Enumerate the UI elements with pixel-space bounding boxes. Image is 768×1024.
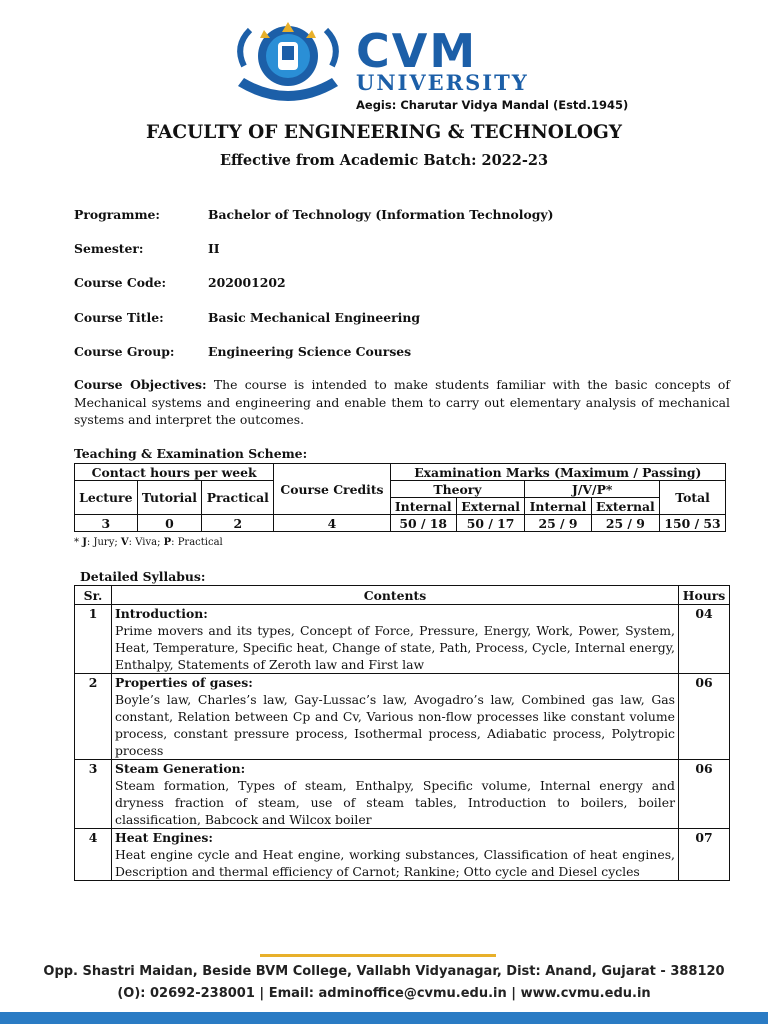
footer-address: Opp. Shastri Maidan, Beside BVM College, Vallabh Vidyanagar, Dist: Anand, Gujarat - 388120 [43, 964, 725, 979]
unit-title: Properties of gases: [115, 675, 253, 690]
info-label: Programme: [74, 207, 161, 222]
footnote-key: V [120, 537, 129, 548]
total-header: Total [660, 481, 726, 515]
aegis-text: Aegis: Charutar Vidya Mandal (Estd.1945) [356, 98, 629, 112]
brand-name: CVM [356, 24, 478, 78]
scheme-title: Teaching & Examination Scheme: [74, 446, 308, 461]
contact-hours-header: Contact hours per week [75, 464, 274, 481]
batch-subtitle: Effective from Academic Batch: 2022-23 [219, 152, 549, 169]
tutorial-value: 0 [137, 515, 202, 532]
total-value: 150 / 53 [660, 515, 726, 532]
exam-marks-header: Examination Marks (Maximum / Passing) [390, 464, 725, 481]
info-course-code [74, 275, 286, 290]
info-label: Course Title: [74, 310, 164, 325]
info-value: Engineering Science Courses [208, 344, 412, 359]
info-label: Course Group: [74, 344, 175, 359]
brand-block [356, 24, 629, 112]
unit-body: Boyle’s law, Charles’s law, Gay-Lussac’s law, Avogadro’s law, Combined gas law, Gas constant, Relation between Cp and Cv, Various non-flow processes like constant volume process, constant pressure process, Isothermal process, Adiabatic process, Polytropic process [115, 692, 675, 758]
unit-sr: 3 [75, 760, 112, 829]
unit-sr: 4 [75, 829, 112, 881]
footnote-text: : Jury; [86, 537, 121, 548]
info-value: Bachelor of Technology (Information Technology) [208, 207, 554, 222]
table-row [75, 829, 730, 881]
unit-title: Heat Engines: [115, 830, 213, 845]
unit-body: Steam formation, Types of steam, Enthalpy, Specific volume, Internal energy and dryness fraction of steam, use of steam tables, Introduction to boilers, boiler classification, Babcock and Wilcox boiler [115, 778, 675, 827]
objectives-text: The course is intended to make students familiar with the basic concepts of Mechanical systems and engineering and enable them to carry out elementary analysis of mechanical systems and interpret the outcomes. [74, 377, 730, 427]
theory-internal-header: Internal [390, 498, 456, 515]
unit-content [112, 674, 679, 760]
tutorial-header: Tutorial [137, 481, 202, 515]
footnote-key: J [82, 537, 87, 548]
jvp-internal-value: 25 / 9 [525, 515, 591, 532]
jvp-internal-header: Internal [525, 498, 591, 515]
course-objectives [74, 376, 730, 429]
jvp-external-value: 25 / 9 [591, 515, 659, 532]
unit-body: Heat engine cycle and Heat engine, working substances, Classification of heat engines, Description and thermal efficiency of Carnot; Rankine; Otto cycle and Diesel cycles [115, 847, 675, 879]
info-course-title [74, 310, 420, 325]
unit-hours: 06 [679, 674, 730, 760]
theory-internal-value: 50 / 18 [390, 515, 456, 532]
info-label: Semester: [74, 241, 144, 256]
table-row [75, 605, 730, 674]
footer-bar [0, 1012, 768, 1024]
table-row [75, 674, 730, 760]
unit-title: Introduction: [115, 606, 208, 621]
hours-header: Hours [679, 586, 730, 605]
faculty-title: FACULTY OF ENGINEERING & TECHNOLOGY [146, 122, 622, 143]
jvp-external-header: External [591, 498, 659, 515]
unit-content [112, 605, 679, 674]
unit-hours: 04 [679, 605, 730, 674]
info-semester [74, 241, 220, 256]
scheme-table [74, 463, 726, 532]
unit-sr: 1 [75, 605, 112, 674]
practical-header: Practical [202, 481, 274, 515]
footnote-text: * [74, 537, 83, 548]
footer-contact: (O): 02692-238001 | Email: adminoffice@cvmu.edu.in | www.cvmu.edu.in [117, 986, 651, 1001]
syllabus-table [74, 585, 730, 881]
footnote-key: P [163, 537, 172, 548]
info-value: 202001202 [208, 275, 286, 290]
course-credits-header: Course Credits [274, 464, 390, 515]
info-programme [74, 207, 553, 222]
sr-header: Sr. [75, 586, 112, 605]
unit-content [112, 760, 679, 829]
unit-content [112, 829, 679, 881]
brand-sub: UNIVERSITY [356, 70, 529, 95]
unit-body: Prime movers and its types, Concept of Force, Pressure, Energy, Work, Power, System, Heat, Temperature, Specific heat, Change of state, Path, Process, Cycle, Internal energy, Enthalpy, Statements of Zeroth law and First law [115, 623, 675, 672]
unit-hours: 06 [679, 760, 730, 829]
table-row [75, 760, 730, 829]
scheme-footnote [74, 537, 223, 548]
info-course-group [74, 344, 411, 359]
theory-header: Theory [390, 481, 525, 498]
footer-divider [260, 954, 496, 957]
theory-external-value: 50 / 17 [456, 515, 524, 532]
practical-value: 2 [202, 515, 274, 532]
syllabus-title: Detailed Syllabus: [80, 569, 206, 584]
contents-header: Contents [112, 586, 679, 605]
unit-sr: 2 [75, 674, 112, 760]
university-emblem-icon [224, 16, 352, 106]
lecture-header: Lecture [75, 481, 138, 515]
jvp-header: J/V/P* [525, 481, 660, 498]
objectives-label: Course Objectives: [74, 377, 207, 392]
info-label: Course Code: [74, 275, 167, 290]
info-value: Basic Mechanical Engineering [208, 310, 421, 325]
unit-hours: 07 [679, 829, 730, 881]
info-value: II [208, 241, 220, 256]
lecture-value: 3 [75, 515, 138, 532]
footnote-text: : Viva; [128, 537, 164, 548]
credits-value: 4 [274, 515, 390, 532]
theory-external-header: External [456, 498, 524, 515]
unit-title: Steam Generation: [115, 761, 246, 776]
footnote-text: : Practical [171, 537, 223, 548]
